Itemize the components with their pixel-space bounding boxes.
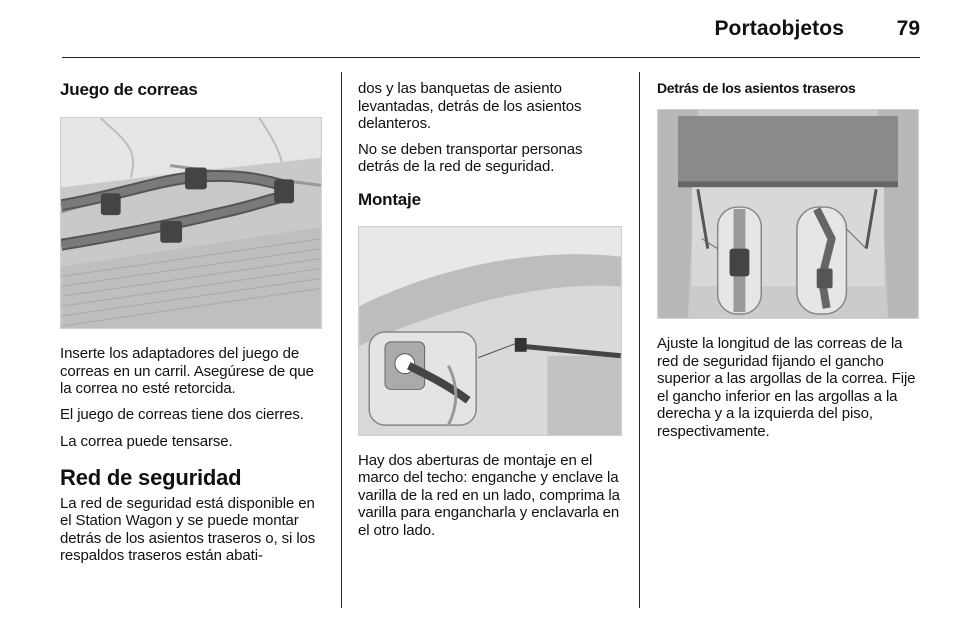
paragraph: La red de seguridad está disponible en el Station Wagon y se puede montar detrás de los asientos traseros o, si los respaldos traseros están abati- xyxy=(60,494,316,564)
paragraph: Ajuste la longitud de las correas de la red de seguridad fijando el gancho superior a las argollas de la correa. Fije el gancho inferior en las argollas a la derecha y a la izquierda del piso, respectivamente. xyxy=(657,335,916,440)
section-heading-detras-asientos: Detrás de los asientos traseros xyxy=(657,80,856,96)
page-header xyxy=(0,0,960,60)
header-divider xyxy=(62,57,920,58)
column-2 xyxy=(358,80,626,539)
mounting-illustration xyxy=(358,226,622,436)
paragraph: El juego de correas tiene dos cierres. xyxy=(60,405,304,423)
page-number: 79 xyxy=(896,17,920,40)
column-3 xyxy=(657,80,925,440)
column-1 xyxy=(60,72,326,565)
paragraph: La correa puede tensarse. xyxy=(60,433,233,450)
paragraph: dos y las banquetas de asiento levantadas, detrás de los asientos delanteros. xyxy=(358,80,582,132)
column-divider-2 xyxy=(639,72,640,608)
paragraph: Hay dos aberturas de montaje en el marco del techo: enganche y enclave la varilla de la red en un lado, comprima la varilla para engancharla y enclavarla en el otro lado. xyxy=(358,451,620,539)
section-heading-montaje: Montaje xyxy=(358,189,421,209)
page-title: Portaobjetos xyxy=(714,17,844,40)
section-heading-juego-de-correas: Juego de correas xyxy=(60,80,198,99)
paragraph: Inserte los adaptadores del juego de correas en un carril. Asegúrese de que la correa no esté retorcida. xyxy=(60,345,314,397)
column-divider-1 xyxy=(341,72,342,608)
strap-set-illustration xyxy=(60,117,322,329)
rear-seat-net-illustration xyxy=(657,109,919,319)
section-heading-red-de-seguridad: Red de seguridad xyxy=(60,464,242,490)
paragraph: No se deben transportar personas detrás de la red de seguridad. xyxy=(358,140,583,175)
